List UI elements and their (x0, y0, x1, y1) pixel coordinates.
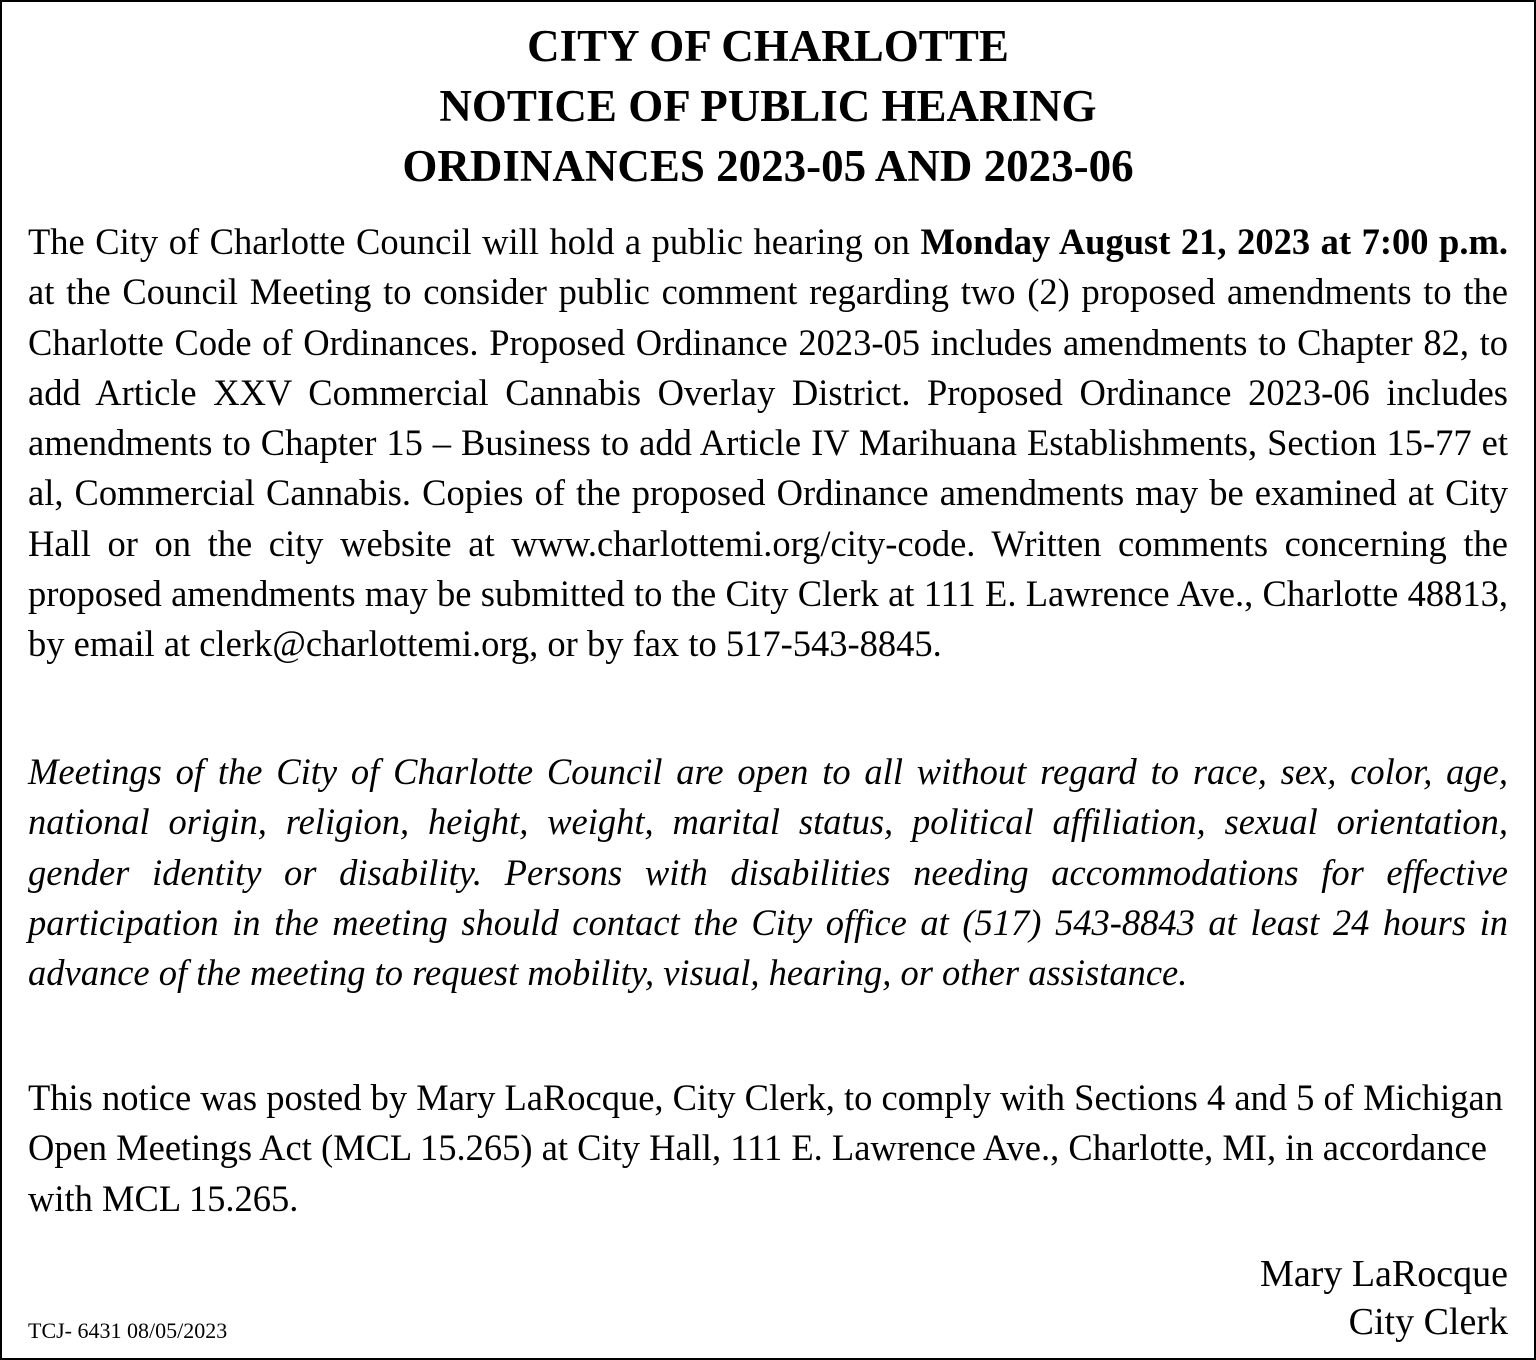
signature-block (1260, 1250, 1508, 1346)
posting-paragraph: This notice was posted by Mary LaRocque, City Clerk, to comply with Sections 4 and 5 of Michigan Open Meetings Act (MCL 15.265) at City Hall, 111 E. Lawrence Ave., Charlotte, MI, in accordance with MCL 15.265. (28, 1077, 1503, 1219)
hearing-date-time: Monday August 21, 2023 at 7:00 p.m. (920, 221, 1508, 262)
title-line-2: NOTICE OF PUBLIC HEARING (439, 81, 1097, 131)
signature-name: Mary LaRocque (1260, 1253, 1508, 1295)
title-line-3: ORDINANCES 2023-05 AND 2023-06 (402, 141, 1134, 191)
hearing-body: at the Council Meeting to consider public comment regarding two (2) proposed amendments to the Charlotte Code of Ordinances. Proposed Ordinance 2023-05 includes amendments to Chapter 82, to add Article XXV Commercial Cannabis Overlay District. Proposed Ordinance 2023-06 includes amendments to Chapter 15 – Business to add Article IV Marihuana Establishments, Section 15-77 et al, Commercial Cannabis. Copies of the proposed Ordinance amendments may be examined at City Hall or on the city website at www.charlottemi.org/city-code. Written comments concerning the proposed amendments may be submitted to the City Clerk at 111 E. Lawrence Ave., Charlotte 48813, by email at clerk@charlottemi.org, or by fax to 517-543-8845. (28, 271, 1508, 665)
accessibility-paragraph: Meetings of the City of Charlotte Council are open to all without regard to race, sex, color, age, national origin, religion, height, weight, marital status, political affiliation, sexual orientation, gender identity or disability. Persons with disabilities needing accommodations for effective participation in the meeting should contact the City office at (517) 543-8843 at least 24 hours in advance of the meeting to request mobility, visual, hearing, or other assistance. (28, 751, 1508, 994)
title-line-1: CITY OF CHARLOTTE (527, 21, 1009, 71)
hearing-paragraph (28, 217, 1508, 670)
notice-title (2, 16, 1534, 196)
publication-code: TCJ- 6431 08/05/2023 (28, 1318, 228, 1343)
hearing-intro: The City of Charlotte Council will hold a public hearing on (28, 221, 921, 262)
signature-title: City Clerk (1348, 1301, 1508, 1343)
